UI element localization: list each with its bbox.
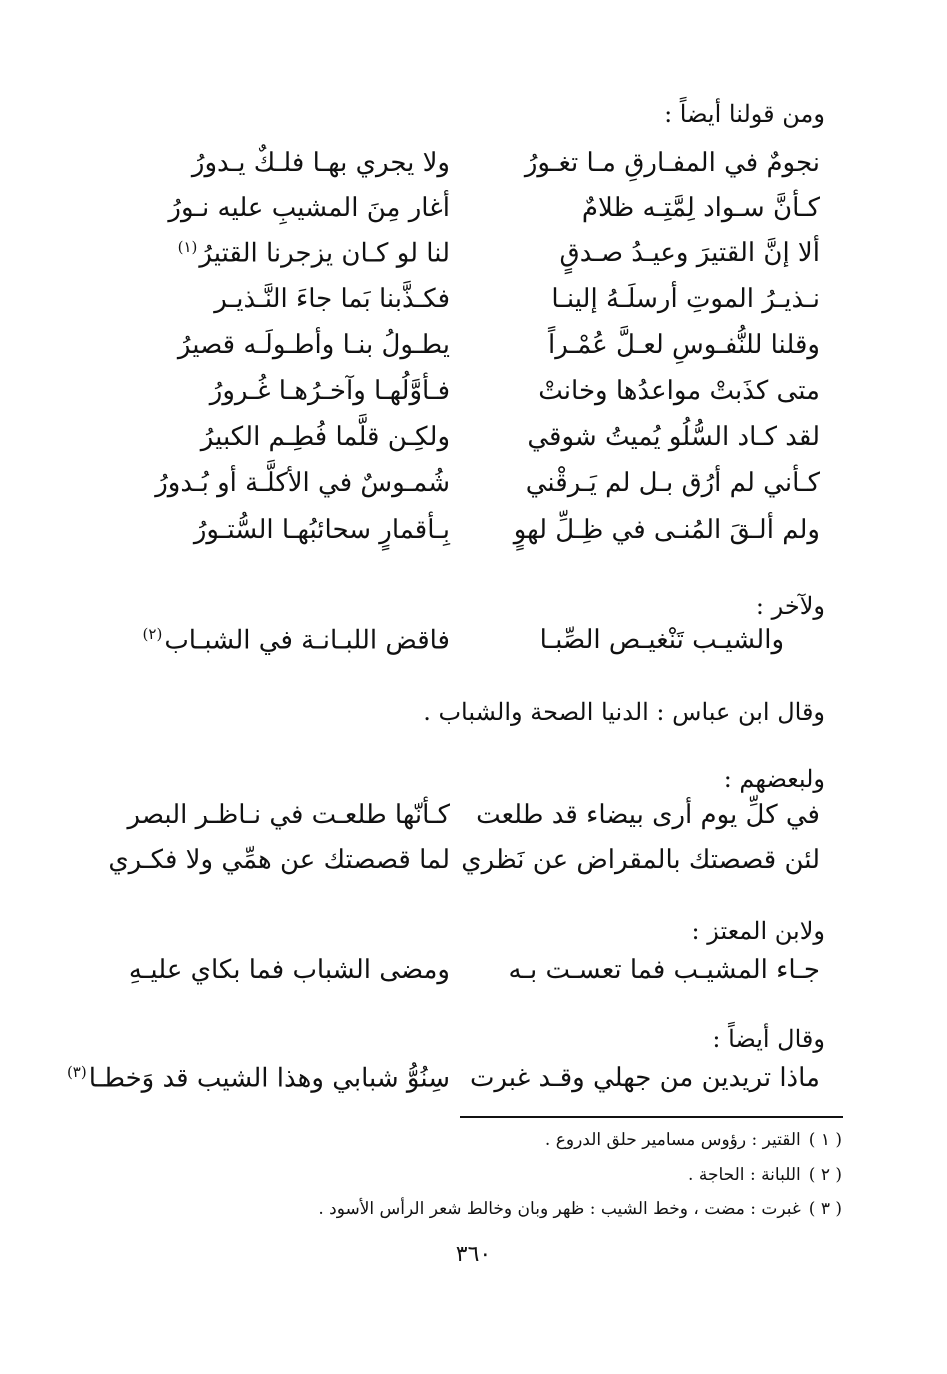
verse-line — [120, 376, 820, 420]
verse-line — [120, 625, 820, 669]
poem-intro: ولبعضهم : — [723, 765, 825, 793]
second-hemistich: ولكِـن قلَّما فُطِـم الكبيرُ — [200, 422, 450, 452]
footnote-ref: (٢) — [142, 625, 163, 643]
first-hemistich: والشيـب تَنْغيـص الصِّبـا — [539, 625, 784, 655]
footnote-number: ( ٣ ) — [808, 1199, 842, 1219]
footnote-separator — [460, 1116, 843, 1118]
second-hemistich: فكـذَّبنا بَما جاءَ النَّـذيـر — [214, 284, 450, 314]
verse-line — [120, 800, 820, 844]
verse-line — [120, 330, 820, 374]
poem-intro: ومن قولنا أيضاً : — [664, 100, 825, 128]
second-hemistich: لما قصصتك عن همِّي ولا فكـري — [108, 845, 450, 875]
second-hemistich: ومضى الشباب فما بكاي عليـهِ — [128, 955, 450, 985]
first-hemistich: نجومٌ في المفـارقِ مـا تغـورُ — [524, 148, 820, 178]
footnote-text: القتير : رؤوس مسامير حلق الدروع . — [544, 1130, 801, 1150]
prose-line: وقال ابن عباس : الدنيا الصحة والشباب . — [423, 698, 825, 726]
first-hemistich: كـأني لم أرُق بـل لم يَـرقْني — [525, 468, 820, 498]
footnote-number: ( ١ ) — [808, 1130, 842, 1150]
footnote — [688, 1165, 842, 1185]
hemistich-text: سِنُوُّ شبابي وهذا الشيب قد وَخطـا — [88, 1063, 450, 1094]
footnote-ref: (٣) — [66, 1063, 87, 1081]
verse-line — [120, 515, 820, 559]
footnote — [318, 1199, 842, 1219]
second-hemistich: يطـولُ بنـا وأطـولَـه قصيرُ — [177, 330, 450, 360]
poem-intro: ولابن المعتز : — [691, 917, 825, 945]
first-hemistich: وقلنا للنُّفـوسِ لعـلَّ عُمْـراً — [548, 330, 820, 360]
verse-line — [120, 238, 820, 282]
first-hemistich: لئن قصصتك بالمقراض عن نَظري — [461, 845, 820, 875]
verse-line — [120, 193, 820, 237]
hemistich-text: فاقض اللبـانـة في الشبـاب — [164, 625, 450, 656]
first-hemistich: نـذيـرُ الموتِ أرسلَـهُ إلينـا — [551, 284, 820, 314]
first-hemistich: ألا إنَّ القتيرَ وعيـدُ صـدقٍ — [559, 238, 820, 268]
footnote-text: غبرت : مضت ، وخط الشيب : ظهر وبان وخالط شعر الرأس الأسود . — [318, 1199, 801, 1219]
hemistich-text: لنا لو كـان يزجرنا القتيرُ — [199, 238, 450, 269]
second-hemistich: كـأنّها طلعـت في نـاظـر البصر — [127, 800, 450, 830]
second-hemistich: بِـأقمارٍ سحائبُهـا السُّتـورُ — [193, 515, 450, 545]
first-hemistich: متى كذَبتْ مواعدُها وخانتْ — [538, 376, 820, 406]
poem-intro: ولآخر : — [755, 592, 825, 620]
verse-line — [120, 468, 820, 512]
footnote-text: اللبانة : الحاجة . — [688, 1165, 801, 1185]
first-hemistich: لقد كـاد السُّلُو يُميتُ شوقي — [527, 422, 820, 452]
verse-line — [108, 845, 820, 889]
second-hemistich: شُمـوسٌ في الأكلَّـة أو بُـدورُ — [155, 468, 450, 498]
second-hemistich — [120, 238, 450, 282]
second-hemistich: ولا يجري بهـا فلـكٌ يـدورُ — [191, 148, 450, 178]
first-hemistich: ماذا تريدين من جهلي وقـد غبرت — [469, 1063, 820, 1093]
second-hemistich — [66, 1063, 450, 1107]
footnote-ref: (١) — [177, 238, 198, 256]
second-hemistich: فـأوَّلُهـا وآخـرُهـا غُـرورُ — [209, 376, 450, 406]
footnote — [545, 1130, 842, 1150]
verse-line — [120, 422, 820, 466]
page-number: ٣٦٠ — [455, 1242, 492, 1267]
verse-line — [120, 284, 820, 328]
second-hemistich: أغار مِنَ المشيبِ عليه نـورُ — [168, 193, 450, 223]
first-hemistich: كـأنَّ سـواد لِمَّتِـه ظلامٌ — [581, 193, 820, 223]
verse-line — [120, 955, 820, 999]
first-hemistich: ولم ألـقَ المُنـى في ظِـلِّ لهوٍ — [513, 515, 820, 545]
verse-line — [66, 1063, 820, 1107]
footnote-number: ( ٢ ) — [808, 1165, 842, 1185]
second-hemistich — [120, 625, 450, 669]
first-hemistich: في كلِّ يوم أرى بيضاء قد طلعت — [476, 800, 820, 830]
poem-intro: وقال أيضاً : — [712, 1025, 825, 1053]
verse-line — [120, 148, 820, 192]
first-hemistich: جـاء المشيـب فما تعسـت بـه — [508, 955, 820, 985]
